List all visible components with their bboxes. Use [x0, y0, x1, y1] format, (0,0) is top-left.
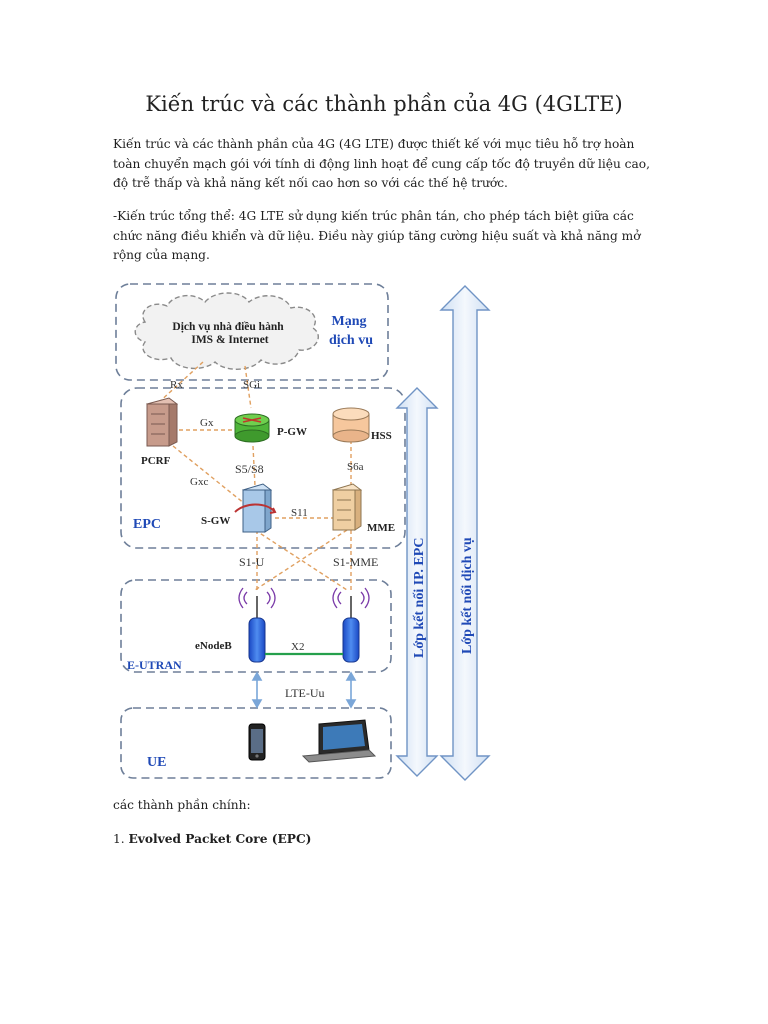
service-layer-arrow — [441, 286, 489, 780]
list-item-number: 1. — [113, 832, 125, 846]
sgw-label: S-GW — [201, 515, 231, 527]
list-item-text: Evolved Packet Core (EPC) — [128, 832, 312, 846]
intro-paragraph: Kiến trúc và các thành phần của 4G (4G LTE) được thiết kế với mục tiêu hỗ trợ hoàn toàn chuyển mạch gói với tính di động linh hoạt để cung cấp tốc độ truyền dữ liệu cao, độ trễ thấp và khả năng kết nối cao hơn so với các thế hệ trước. — [113, 137, 650, 190]
s1u-label: S1-U — [239, 555, 265, 569]
s11-label: S11 — [291, 507, 308, 519]
ip-epc-layer-arrow — [397, 388, 437, 776]
enodeb-antenna-left-icon — [239, 588, 275, 662]
tablet-icon — [303, 720, 375, 762]
s5s8-label: S5/S8 — [235, 462, 264, 476]
rx-label: Rx — [170, 379, 183, 391]
service-network-label-line1: Mạng — [331, 314, 367, 329]
lte-uu-label: LTE-Uu — [285, 686, 325, 700]
sgw-server-icon — [235, 484, 275, 532]
cloud-label-line1: Dịch vụ nhà điều hành — [172, 321, 284, 333]
mme-label: MME — [367, 522, 396, 534]
hss-label: HSS — [371, 430, 392, 442]
ue-label: UE — [147, 755, 167, 770]
service-network-label-line2: dịch vụ — [329, 333, 373, 348]
cloud-label-line2: IMS & Internet — [191, 334, 269, 346]
eutran-label: E-UTRAN — [127, 658, 182, 672]
pgw-label: P-GW — [277, 426, 307, 438]
gxc-label: Gxc — [190, 476, 209, 488]
service-layer-label: Lớp kết nối dịch vụ — [460, 537, 475, 654]
list-item-epc — [113, 832, 311, 846]
components-heading: các thành phần chính: — [113, 798, 251, 812]
x2-label: X2 — [291, 641, 305, 653]
lte-architecture-diagram — [107, 280, 507, 786]
sgi-label: SGi — [243, 379, 261, 391]
epc-label: EPC — [133, 517, 161, 532]
pcrf-server-icon — [147, 398, 177, 446]
smartphone-icon — [249, 724, 265, 760]
pgw-router-icon — [235, 414, 269, 442]
page-title: Kiến trúc và các thành phần của 4G (4GLTE) — [145, 92, 623, 116]
architecture-paragraph: -Kiến trúc tổng thể: 4G LTE sử dụng kiến trúc phân tán, cho phép tách biệt giữa các chức năng điều khiển và dữ liệu. Điều này giúp tăng cường hiệu suất và khả năng mở rộng của mạng. — [113, 209, 641, 262]
pcrf-label: PCRF — [141, 455, 171, 467]
s6a-label: S6a — [347, 461, 364, 473]
hss-database-icon — [333, 408, 369, 442]
s1mme-label: S1-MME — [333, 555, 379, 569]
mme-server-icon — [333, 484, 361, 530]
enodeb-label: eNodeB — [195, 640, 232, 652]
ip-epc-layer-label: Lớp kết nối IP. EPC — [412, 537, 427, 658]
gx-label: Gx — [200, 417, 214, 429]
enodeb-antenna-right-icon — [333, 588, 369, 662]
